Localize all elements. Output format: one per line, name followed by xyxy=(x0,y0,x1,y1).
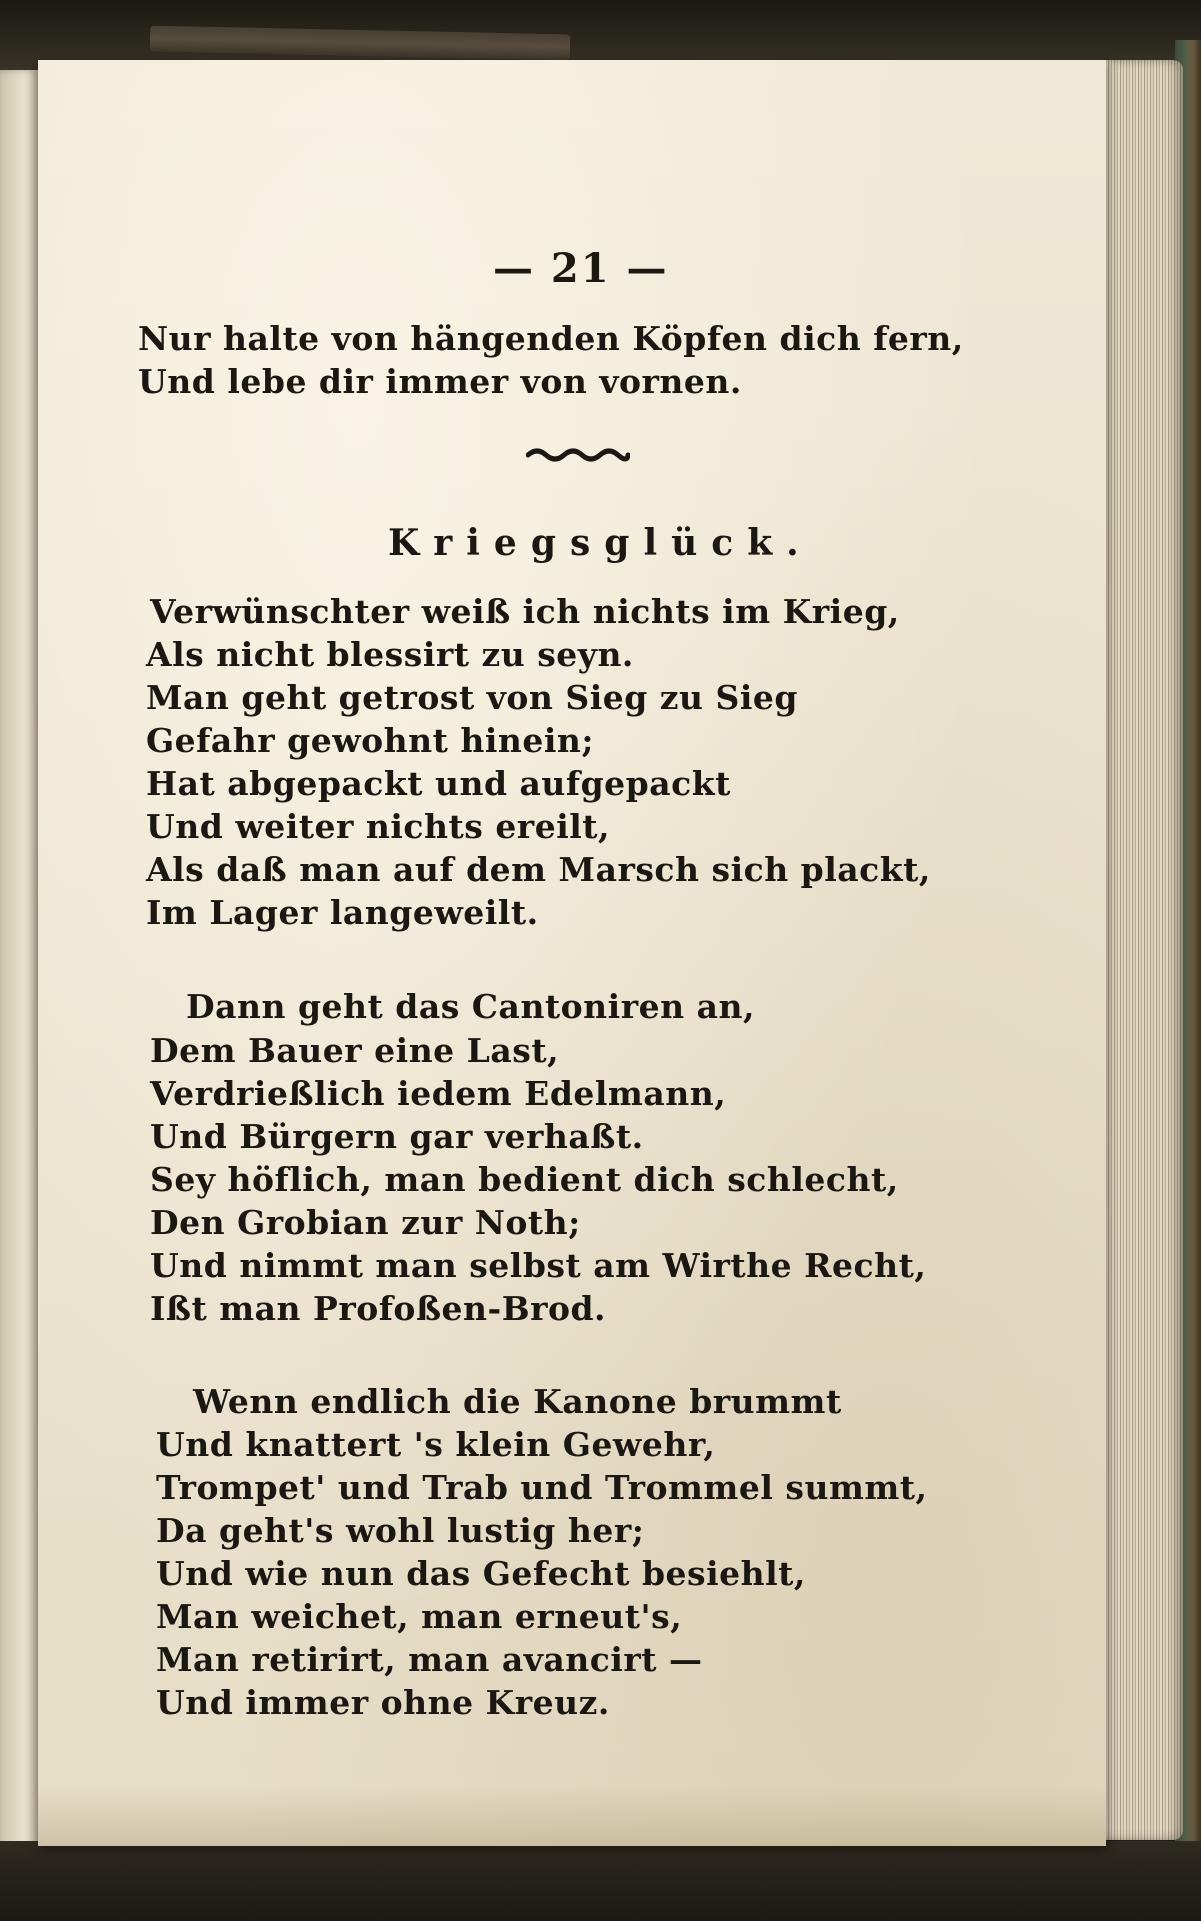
verse-line: Und knattert 's klein Gewehr, xyxy=(156,1425,716,1464)
verse-line: Man geht getrost von Sieg zu Sieg xyxy=(146,678,798,717)
verse-line: Man retirirt, man avancirt — xyxy=(156,1640,703,1679)
verse-line: Da geht's wohl lustig her; xyxy=(156,1511,645,1550)
page-number: — 21 — xyxy=(493,245,669,292)
book-binding-bottom xyxy=(0,1841,1201,1921)
verse-line: Und Bürgern gar verhaßt. xyxy=(150,1117,644,1156)
verse-line: Sey höflich, man bedient dich schlecht, xyxy=(150,1160,899,1199)
verse-line: Trompet' und Trab und Trommel summt, xyxy=(156,1468,928,1507)
verse-line: Gefahr gewohnt hinein; xyxy=(146,721,595,760)
opening-line: Nur halte von hängenden Köpfen dich fern, xyxy=(138,319,964,358)
ornament-divider xyxy=(526,446,630,464)
verse-line: Als nicht blessirt zu seyn. xyxy=(146,635,634,674)
verse-line: Als daß man auf dem Marsch sich plackt, xyxy=(146,850,931,889)
verse-line: Verdrießlich iedem Edelmann, xyxy=(150,1074,727,1113)
verse-line: Dann geht das Cantoniren an, xyxy=(186,987,755,1026)
opening-line: Und lebe dir immer von vornen. xyxy=(138,362,742,401)
verse-line: Verwünschter weiß ich nichts im Krieg, xyxy=(150,592,900,631)
verse-line: Hat abgepackt und aufgepackt xyxy=(146,764,731,803)
previous-page-edge xyxy=(0,70,38,1850)
verse-line: Und immer ohne Kreuz. xyxy=(156,1683,610,1722)
verse-line: Im Lager langeweilt. xyxy=(146,893,539,932)
verse-line: Wenn endlich die Kanone brummt xyxy=(193,1382,842,1421)
verse-line: Und weiter nichts ereilt, xyxy=(146,807,610,846)
verse-line: Ißt man Profoßen-Brod. xyxy=(150,1289,607,1328)
book-page xyxy=(38,60,1106,1846)
verse-line: Man weichet, man erneut's, xyxy=(156,1597,683,1636)
verse-line: Und nimmt man selbst am Wirthe Recht, xyxy=(150,1246,927,1285)
verse-line: Dem Bauer eine Last, xyxy=(150,1031,560,1070)
verse-line: Den Grobian zur Noth; xyxy=(150,1203,581,1242)
verse-line: Und wie nun das Gefecht besiehlt, xyxy=(156,1554,806,1593)
poem-title: Kriegsglück. xyxy=(388,522,813,564)
